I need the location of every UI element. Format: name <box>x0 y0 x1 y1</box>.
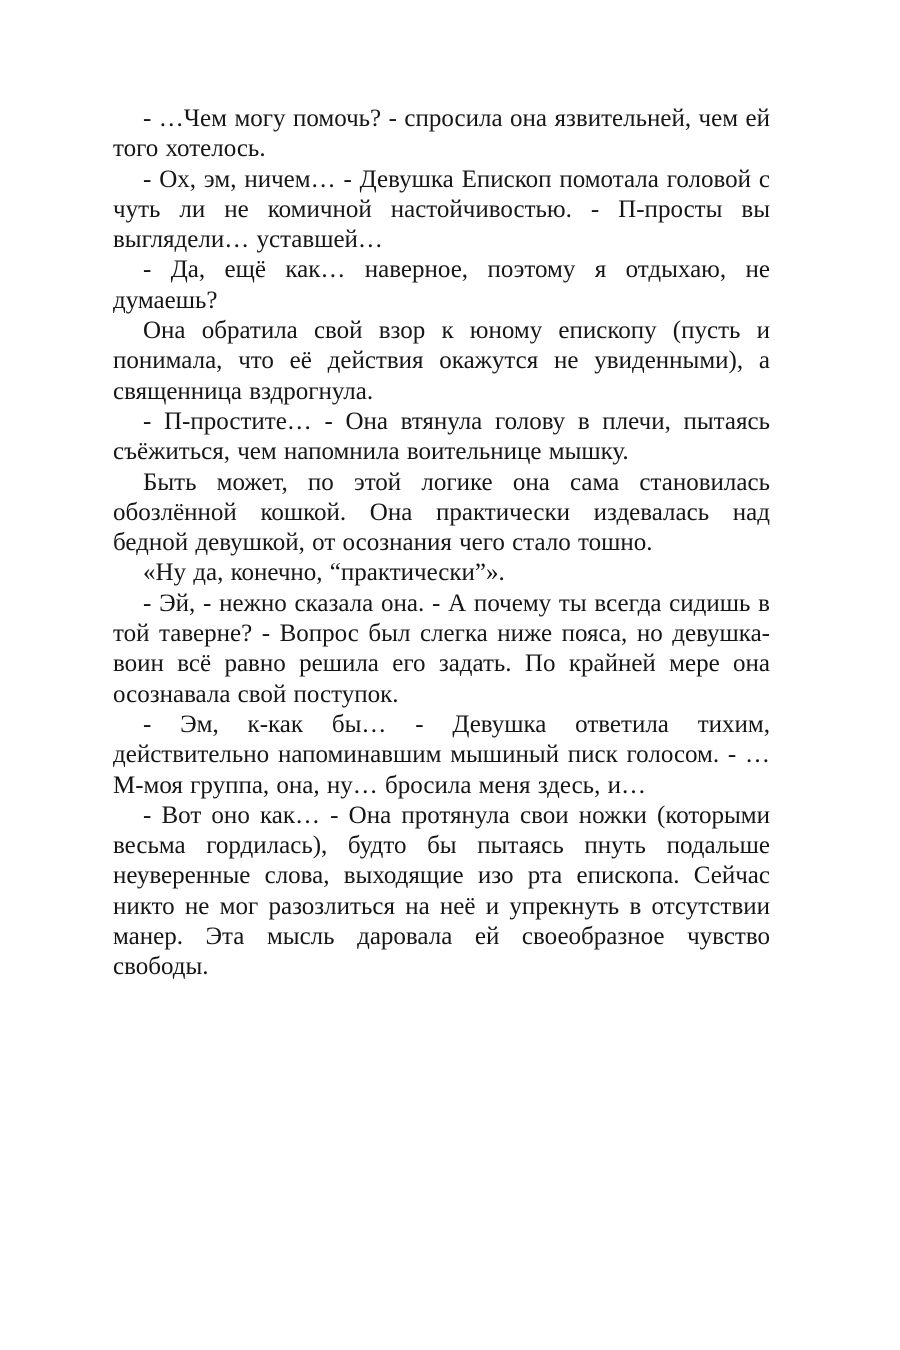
text-column <box>113 104 770 983</box>
paragraph-inner-thought: «Ну да, конечно, “практически”». <box>143 559 505 587</box>
paragraph-dialogue: - П-простите… - Она втянула голову в плечи, пытаясь съёжиться, чем напомнила воительнице мышку. <box>113 407 770 466</box>
paragraph-dialogue: - …Чем могу помочь? - спросила она язвительней, чем ей того хотелось. <box>113 105 770 163</box>
paragraph-dialogue: - Эм, к-как бы… - Девушка ответила тихим, действительно напоминавшим мышиный писк голосом. - …М-моя группа, она, ну… бросила меня здесь, и… <box>113 710 770 799</box>
paragraph-narration: Она обратила свой взор к юному епископу (пусть и понимала, что её действия окажутся не увиденными), а священница вздрогнула. <box>113 317 770 405</box>
paragraph-dialogue: - Да, ещё как… наверное, поэтому я отдыхаю, не думаешь? <box>113 256 770 314</box>
paragraph-dialogue: - Вот оно как… - Она протянула свои ножки (которыми весьма гордилась), будто бы пытаясь пнуть подальше неуверенные слова, выходящие изо рта епископа. Сейчас никто не мог разозлиться на неё и упрекнуть в отсутствии манер. Эта мысль даровала ей своеобразное чувство свободы. <box>113 801 770 981</box>
paragraph-dialogue: - Эй, - нежно сказала она. - А почему ты всегда сидишь в той таверне? - Вопрос был слегка ниже пояса, но девушка-воин всё равно решила его задать. По крайней мере она осознавала свой поступок. <box>113 589 770 708</box>
paragraph-narration: Быть может, по этой логике она сама становилась обозлённой кошкой. Она практически издевалась над бедной девушкой, от осознания чего стало тошно. <box>113 468 770 557</box>
paragraph-dialogue: - Ох, эм, ничем… - Девушка Епископ помотала головой с чуть ли не комичной настойчивостью. - П-просты вы выглядели… уставшей… <box>113 165 770 254</box>
